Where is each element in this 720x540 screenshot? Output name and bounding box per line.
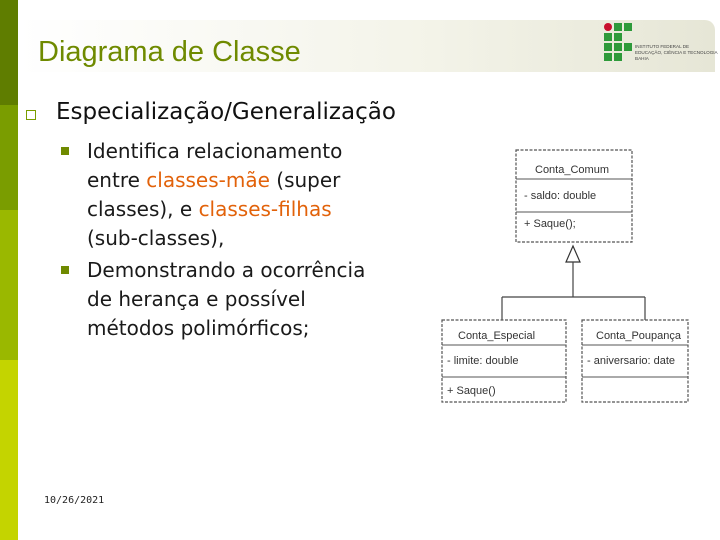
class-conta-especial — [442, 320, 566, 402]
heading-bullet-icon — [26, 110, 36, 120]
bar-segment — [0, 210, 18, 360]
class-name: Conta_Comum — [535, 164, 609, 176]
highlight-text: classes-filhas — [198, 197, 332, 221]
logo-text-2: EDUCAÇÃO, CIÊNCIA E TECNOLOGIA — [635, 50, 718, 55]
square-bullet-icon — [61, 266, 75, 280]
section-heading: Especialização/Generalização — [56, 99, 396, 125]
logo-text-1: INSTITUTO FEDERAL DE — [635, 44, 690, 49]
class-name: Conta_Poupança — [596, 330, 682, 342]
body-line: (sub-classes), — [87, 226, 225, 250]
class-method: + Saque() — [447, 385, 496, 397]
logo-mark — [604, 23, 632, 61]
body-line: entre classes-mãe (super — [87, 168, 341, 192]
body-line: Identifica relacionamento — [87, 139, 343, 163]
class-conta-comum — [516, 150, 632, 242]
class-conta-poupanca — [582, 320, 688, 402]
highlight-text: classes-mãe — [146, 168, 270, 192]
class-attribute: - limite: double — [447, 355, 519, 367]
body-line: de herança e possível — [87, 287, 306, 311]
uml-class-diagram — [430, 140, 690, 420]
body-line: Demonstrando a ocorrência — [87, 258, 366, 282]
body-line: métodos polimórficos; — [87, 316, 310, 340]
bar-segment — [0, 105, 18, 210]
bar-segment — [0, 360, 18, 540]
class-attribute: - saldo: double — [524, 190, 597, 202]
class-attribute: - aniversario: date — [587, 355, 676, 367]
institute-logo — [603, 22, 718, 68]
class-method: + Saque(); — [524, 218, 576, 230]
class-name: Conta_Especial — [458, 330, 536, 342]
bar-segment — [0, 0, 18, 105]
slide-title: Diagrama de Classe — [38, 36, 301, 68]
square-bullet-icon — [61, 147, 75, 161]
body-line: classes), e classes-filhas — [87, 197, 332, 221]
slide-date: 10/26/2021 — [44, 495, 105, 506]
logo-text-3: BAHIA — [635, 56, 649, 61]
left-accent-bar — [0, 0, 18, 540]
inheritance-arrow — [502, 246, 645, 320]
